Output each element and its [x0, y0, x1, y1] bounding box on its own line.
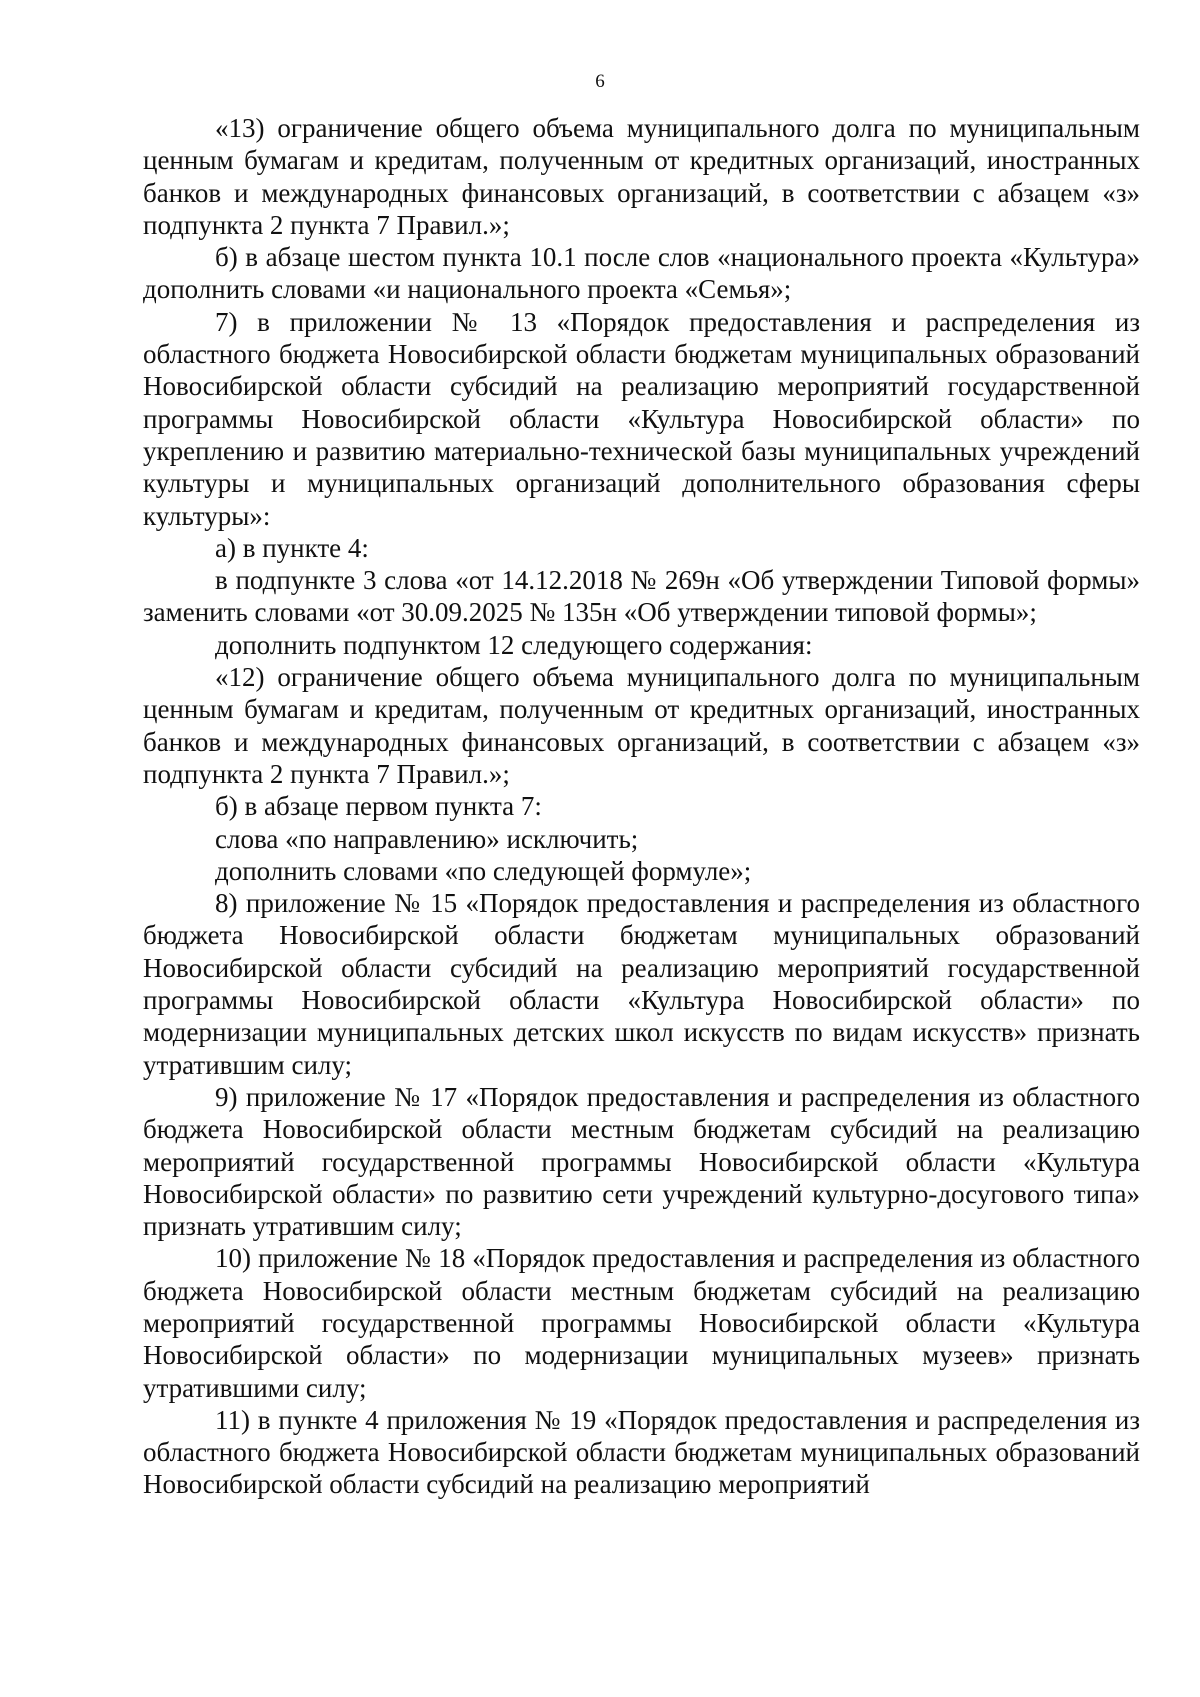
paragraph-podpunkt-3-replace: в подпункте 3 слова «от 14.12.2018 № 269н «Об утверждении Типовой формы» заменить словами «от 30.09.2025 № 135н «Об утверждении типовой формы»; — [143, 565, 1140, 628]
page-number: 6 — [595, 71, 605, 92]
paragraph-a-punkt-4: а) в пункте 4: — [215, 532, 369, 563]
paragraph-item-9-appendix-17: 9) приложение № 17 «Порядок предоставления и распределения из областного бюджета Новосибирской области местным бюджетам субсидий на реализацию мероприятий государственной программы Новосибирской области «Культура Новосибирской области» по развитию сети учреждений культурно-досугового типа» признать утратившим силу; — [143, 1081, 1140, 1242]
paragraph-remove-words: слова «по направлению» исключить; — [215, 823, 639, 854]
paragraph-item-11-appendix-19: 11) в пункте 4 приложения № 19 «Порядок предоставления и распределения из областного бюджета Новосибирской области бюджетам муниципальных образований Новосибирской области субсидий на реализацию мероприятий — [143, 1404, 1140, 1500]
paragraph-add-podpunkt-12: дополнить подпунктом 12 следующего содержания: — [215, 629, 813, 660]
paragraph-add-formula-words: дополнить словами «по следующей формуле»; — [215, 855, 752, 886]
paragraph-item-8-appendix-15: 8) приложение № 15 «Порядок предоставления и распределения из областного бюджета Новосибирской области бюджетам муниципальных образований Новосибирской области субсидий на реализацию мероприятий государственной программы Новосибирской области «Культура Новосибирской области» по модернизации муниципальных детских школ искусств по видам искусств» признать утратившим силу; — [143, 888, 1140, 1080]
paragraph-item-10-appendix-18: 10) приложение № 18 «Порядок предоставления и распределения из областного бюджета Новосибирской области местным бюджетам субсидий на реализацию мероприятий государственной программы Новосибирской области «Культура Новосибирской области» по модернизации муниципальных музеев» признать утратившими силу; — [143, 1243, 1140, 1403]
document-body — [143, 112, 1140, 1501]
paragraph-subpoint-13-quote: «13) ограничение общего объема муниципального долга по муниципальным ценным бумагам и кредитам, полученным от кредитных организаций, иностранных банков и международных финансовых организаций, в соответствии с абзацем «з» подпункта 2 пункта 7 Правил.»; — [143, 113, 1140, 240]
paragraph-b-punkt-7: б) в абзаце первом пункта 7: — [215, 791, 542, 822]
paragraph-subpoint-12-quote: «12) ограничение общего объема муниципального долга по муниципальным ценным бумагам и кредитам, полученным от кредитных организаций, иностранных банков и международных финансовых организаций, в соответствии с абзацем «з» подпункта 2 пункта 7 Правил.»; — [143, 662, 1140, 789]
paragraph-b-abzac-10-1: б) в абзаце шестом пункта 10.1 после слов «национального проекта «Культура» дополнить словами «и национального проекта «Семья»; — [143, 242, 1140, 305]
paragraph-item-7-appendix-13: 7) в приложении № 13 «Порядок предоставления и распределения из областного бюджета Новосибирской области бюджетам муниципальных образований Новосибирской области субсидий на реализацию мероприятий государственной программы Новосибирской области «Культура Новосибирской области» по укреплению и развитию материально-технической базы муниципальных учреждений культуры и муниципальных организаций дополнительного образования сферы культуры»: — [143, 306, 1140, 531]
